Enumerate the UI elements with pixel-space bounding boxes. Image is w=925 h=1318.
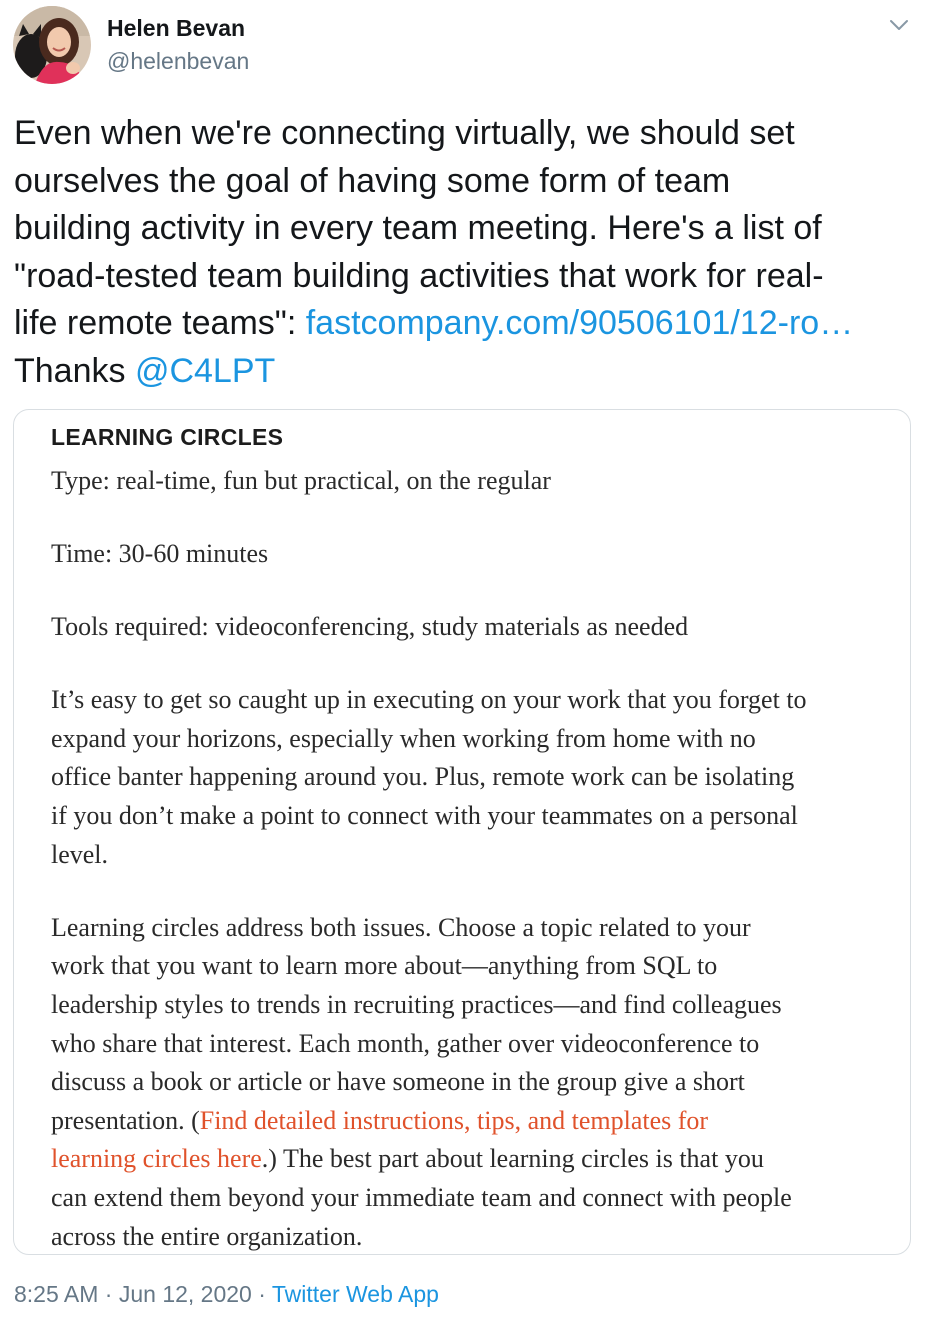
author-name[interactable]: Helen Bevan [107, 15, 246, 41]
card-title: LEARNING CIRCLES [51, 424, 284, 450]
tweet-text-segment: life remote teams": [14, 304, 306, 343]
author-handle[interactable]: @helenbevan [107, 48, 250, 74]
tweet-time[interactable]: 8:25 AM [14, 1281, 99, 1307]
tweet-text-line [14, 348, 919, 396]
tweet-text [14, 110, 919, 396]
card-text-line: leadership styles to trends in recruiting practices—and find colleagues [51, 989, 782, 1019]
card-tools-line: Tools required: videoconferencing, study materials as needed [51, 612, 689, 642]
card-text-segment: presentation. ( [51, 1105, 200, 1135]
card-paragraph-2 [51, 909, 901, 1255]
card-text-line: It’s easy to get so caught up in executing on your work that you forget to [51, 685, 807, 715]
card-paragraph-1 [51, 681, 901, 874]
learning-circles-link: Find detailed instructions, tips, and templates for [199, 1105, 709, 1135]
card-text-line: Learning circles address both issues. Choose a topic related to your [51, 912, 751, 942]
card-text-line: level. [51, 839, 109, 869]
card-type-line: Type: real-time, fun but practical, on the regular [51, 466, 551, 495]
card-time-line: Time: 30-60 minutes [51, 539, 269, 569]
article-image-card[interactable] [13, 409, 911, 1255]
card-text-line: can extend them beyond your immediate team and connect with people [51, 1182, 792, 1212]
card-text-line: office banter happening around you. Plus, remote work can be isolating [51, 762, 795, 792]
card-text-line [51, 1140, 901, 1179]
tweet-text-line: "road-tested team building activities that work for real- [14, 256, 824, 295]
tweet-footer [14, 1281, 439, 1308]
tweet-source[interactable]: Twitter Web App [271, 1281, 439, 1307]
chevron-down-icon [884, 12, 914, 40]
footer-separator: · [98, 1281, 119, 1307]
article-link[interactable]: fastcompany.com/90506101/12-ro… [305, 304, 854, 343]
tweet-text-line: Even when we're connecting virtually, we should set [14, 114, 795, 152]
card-text-line: who share that interest. Each month, gather over videoconference to [51, 1028, 760, 1058]
card-text-line [51, 1102, 901, 1141]
footer-separator: · [251, 1281, 272, 1307]
tweet-text-line [14, 300, 919, 348]
tweet-menu-button[interactable] [884, 12, 914, 40]
card-text-line: expand your horizons, especially when working from home with no [51, 723, 756, 753]
tweet-text-line: ourselves the goal of having some form of team [14, 161, 731, 200]
avatar-photo-icon [13, 6, 91, 84]
tweet-text-segment: Thanks [14, 351, 135, 390]
card-text-line: discuss a book or article or have someone in the group give a short [51, 1067, 745, 1097]
card-body [51, 462, 901, 1255]
tweet-date[interactable]: Jun 12, 2020 [118, 1281, 252, 1307]
learning-circles-link: learning circles here [51, 1144, 262, 1174]
card-text-line: work that you want to learn more about—anything from SQL to [51, 951, 718, 981]
tweet-text-line: building activity in every team meeting. Here's a list of [14, 209, 822, 248]
mention-link[interactable]: @C4LPT [134, 351, 276, 390]
card-text-segment: .) The best part about learning circles is that you [261, 1144, 764, 1174]
card-text-line: if you don’t make a point to connect with your teammates on a personal [51, 801, 798, 831]
avatar[interactable] [13, 6, 91, 84]
card-text-line: across the entire organization. [51, 1221, 363, 1251]
